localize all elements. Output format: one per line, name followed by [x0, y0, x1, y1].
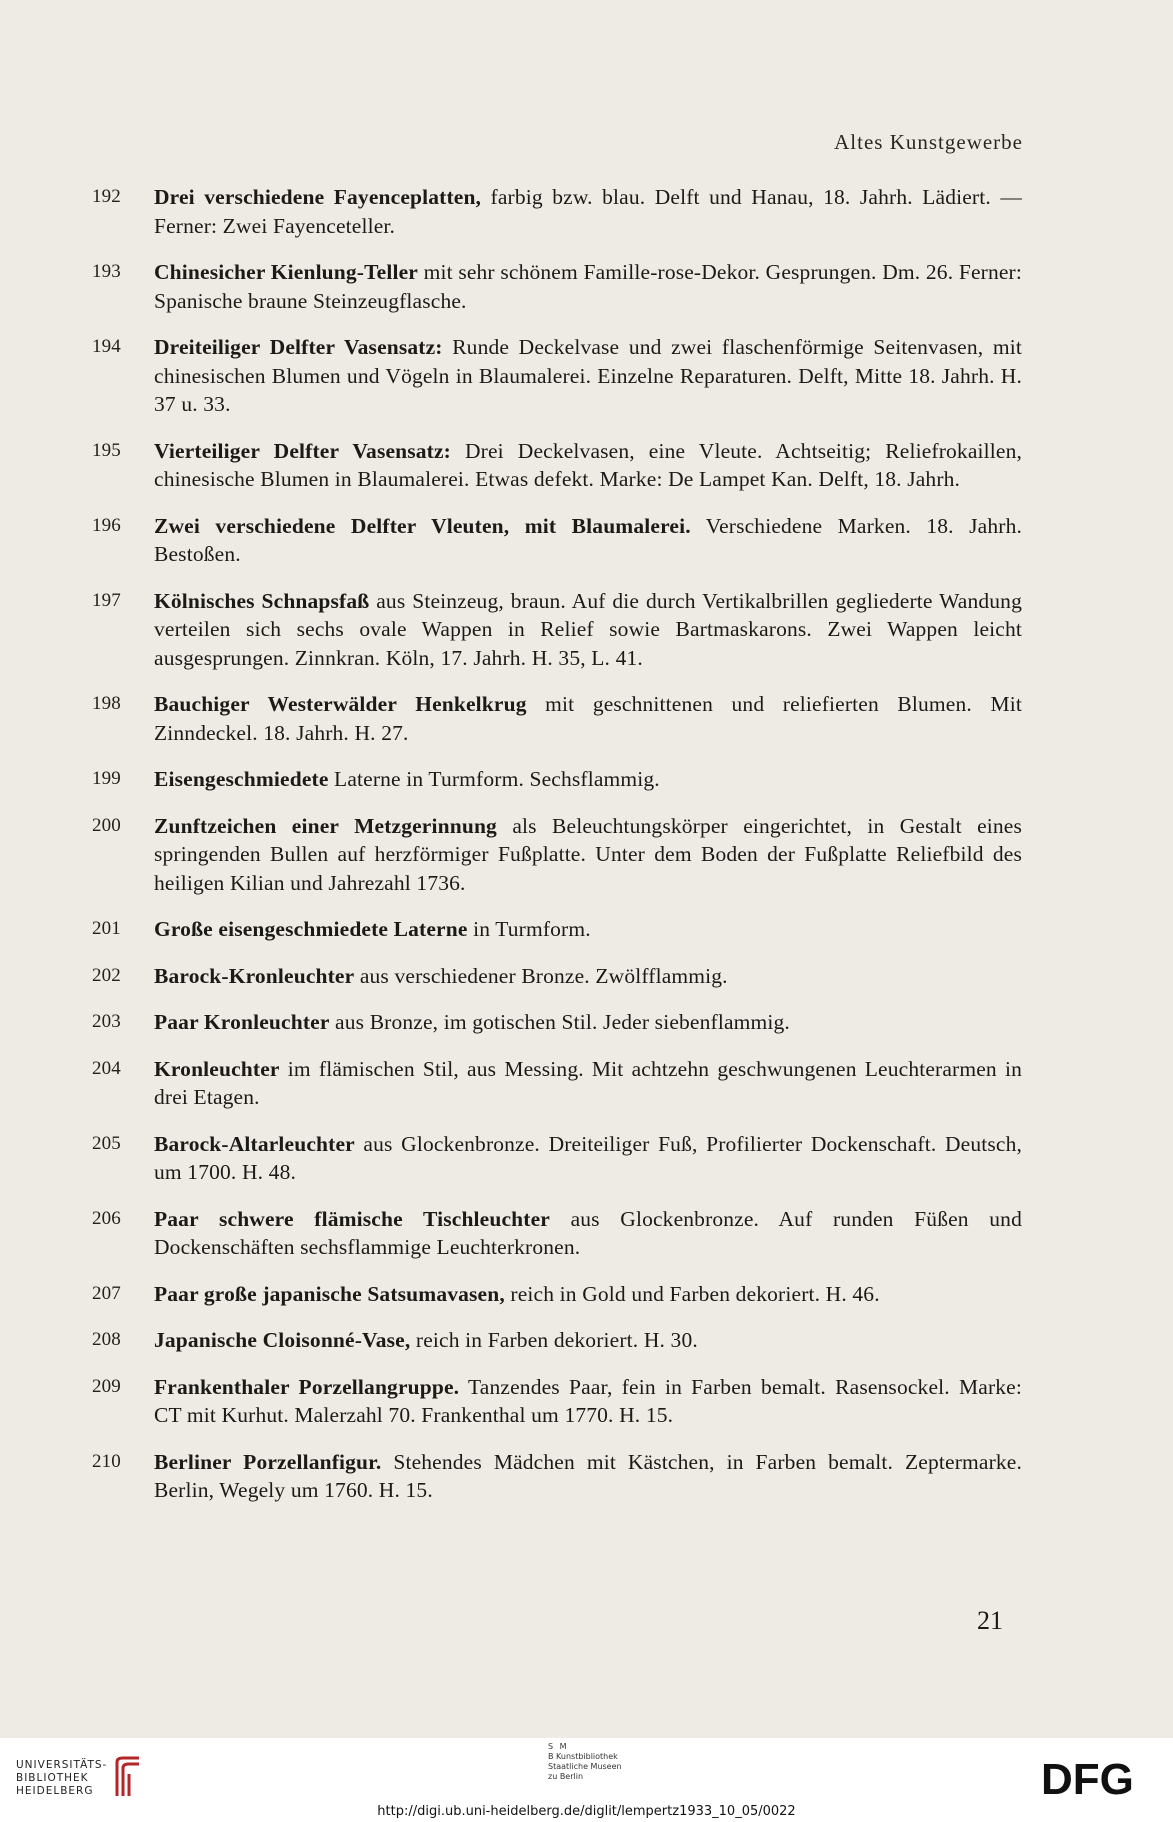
entry-text: Tanzendes Paar, fein in Farben bemalt. Rasensockel. Marke: CT mit Kurhut. Malerzahl 70. Frankenthal um 1770. H. 15.	[154, 1374, 1022, 1427]
catalog-entry	[92, 512, 1022, 569]
entry-text: Runde Deckelvase und zwei flaschenförmige Seitenvasen, mit chinesischen Blumen und Vögeln in Blaumalerei. Einzelne Reparaturen. Delft, Mitte 18. Jahrh. H. 37 u. 33.	[154, 335, 1022, 416]
university-library-name: UNIVERSITÄTS- BIBLIOTHEK HEIDELBERG	[16, 1758, 108, 1797]
entry-title: Zwei verschiedene Delfter Vleuten, mit Blaumalerei.	[154, 513, 691, 538]
entry-number: 198	[92, 693, 121, 714]
entry-title: Drei verschiedene Fayenceplatten,	[154, 185, 482, 209]
catalog-entry	[92, 183, 1022, 240]
catalog-entry	[92, 812, 1022, 898]
catalog-entry	[92, 1448, 1022, 1505]
entry-title: Bauchiger Westerwälder Henkelkrug	[154, 692, 527, 716]
kunstbibliothek-logo: S M B Kunstbibliothek Staatliche Museen zu Berlin	[548, 1742, 622, 1781]
entry-text: aus Steinzeug, braun. Auf die durch Vertikalbrillen gegliederte Wandung verteilen sich sechs ovale Wappen in Relief sowie Bartmaskarons. Zwei Wappen leicht ausgesprungen. Zinnkran. Köln, 17. Jahrh. H. 35, L. 41.	[154, 588, 1022, 670]
entry-text: aus verschiedener Bronze. Zwölfflammig.	[354, 963, 728, 988]
entry-title: Große eisengeschmiedete Laterne	[154, 917, 468, 941]
entry-text: Laterne in Turmform. Sechsflammig.	[328, 767, 660, 791]
catalog-entry	[92, 690, 1022, 747]
entry-title: Chinesicher Kienlung-Teller	[154, 260, 418, 284]
entry-title: Zunftzeichen einer Metzgerinnung	[154, 813, 497, 838]
catalog-entry	[92, 1280, 1022, 1309]
entry-text: Stehendes Mädchen mit Kästchen, in Farben bemalt. Zeptermarke. Berlin, Wegely um 1760. H. 15.	[154, 1449, 1022, 1502]
catalog-entry	[92, 1008, 1022, 1037]
catalog-entries	[92, 183, 1022, 1523]
entry-number: 194	[92, 336, 121, 357]
entry-title: Barock-Altarleuchter	[154, 1131, 355, 1156]
entry-title: Japanische Cloisonné-Vase,	[154, 1328, 411, 1352]
catalog-entry	[92, 765, 1022, 794]
dfg-logo[interactable]	[1041, 1756, 1151, 1800]
entry-number: 203	[92, 1011, 121, 1032]
entry-number: 195	[92, 439, 121, 461]
catalog-entry	[92, 258, 1022, 315]
library-emblem-icon	[113, 1756, 143, 1800]
entry-text: in Turmform.	[467, 917, 591, 941]
catalog-entry	[92, 1373, 1022, 1430]
entry-text: im flämischen Stil, aus Messing. Mit achtzehn geschwungenen Leuchterarmen in drei Etagen.	[154, 1056, 1022, 1109]
catalog-entry	[92, 1055, 1022, 1112]
entry-number: 192	[92, 186, 121, 207]
entry-text: mit geschnittenen und reliefierten Blumen. Mit Zinndeckel. 18. Jahrh. H. 27.	[154, 692, 1022, 745]
entry-title: Paar schwere flämische Tischleuchter	[154, 1206, 550, 1231]
entry-number: 207	[92, 1282, 121, 1304]
running-header: Altes Kunstgewerbe	[834, 130, 1023, 154]
entry-number: 196	[92, 514, 121, 536]
entry-text: mit sehr schönem Famille-rose-Dekor. Gesprungen. Dm. 26. Ferner: Spanische braune Steinzeugflasche.	[154, 260, 1022, 313]
entry-title: Eisengeschmiedete	[154, 767, 329, 791]
entry-number: 202	[92, 964, 121, 986]
entry-number: 206	[92, 1207, 121, 1229]
entry-number: 209	[92, 1375, 121, 1397]
entry-title: Kölnisches Schnapsfaß	[154, 588, 370, 613]
entry-title: Paar Kronleuchter	[154, 1010, 330, 1034]
entry-number: 199	[92, 768, 121, 789]
entry-title: Vierteiliger Delfter Vasensatz:	[154, 438, 451, 463]
entry-number: 201	[92, 918, 121, 939]
catalog-entry	[92, 587, 1022, 673]
entry-text: als Beleuchtungskörper eingerichtet, in Gestalt eines springenden Bullen auf herzförmiger Fußplatte. Unter dem Boden der Fußplatte Reliefbild des heiligen Kilian und Jahrezahl 1736.	[154, 813, 1022, 895]
entry-text: aus Glockenbronze. Auf runden Füßen und Dockenschäften sechsflammige Leuchterkronen.	[154, 1206, 1022, 1259]
entry-number: 205	[92, 1132, 121, 1154]
catalog-entry	[92, 962, 1022, 991]
entry-text: Verschiedene Marken. 18. Jahrh. Bestoßen.	[154, 513, 1022, 566]
entry-title: Paar große japanische Satsumavasen,	[154, 1281, 505, 1306]
entry-number: 200	[92, 814, 121, 836]
footer-bar	[0, 1738, 1173, 1822]
entry-text: Drei Deckelvasen, eine Vleute. Achtseitig; Reliefrokaillen, chinesische Blumen in Blaumalerei. Etwas defekt. Marke: De Lampet Kan. Delft, 18. Jahrh.	[154, 438, 1022, 491]
entry-title: Frankenthaler Porzellangruppe.	[154, 1374, 460, 1399]
entry-number: 210	[92, 1450, 121, 1472]
catalog-entry	[92, 437, 1022, 494]
catalog-entry	[92, 1130, 1022, 1187]
catalog-entry	[92, 333, 1022, 419]
dfg-logo-text: DFG	[1041, 1756, 1134, 1800]
entry-title: Barock-Kronleuchter	[154, 963, 355, 988]
entry-title: Dreiteiliger Delfter Vasensatz:	[154, 335, 443, 359]
entry-text: reich in Gold und Farben dekoriert. H. 46.	[504, 1281, 880, 1306]
entry-number: 197	[92, 589, 121, 611]
entry-text: aus Bronze, im gotischen Stil. Jeder siebenflammig.	[329, 1010, 790, 1034]
entry-title: Kronleuchter	[154, 1056, 280, 1081]
entry-text: farbig bzw. blau. Delft und Hanau, 18. Jahrh. Lädiert. — Ferner: Zwei Fayenceteller.	[154, 185, 1022, 238]
entry-number: 204	[92, 1057, 121, 1079]
catalog-entry	[92, 1205, 1022, 1262]
page-number: 21	[977, 1606, 1003, 1635]
catalog-entry	[92, 915, 1022, 944]
entry-number: 193	[92, 261, 121, 282]
source-url-link[interactable]: http://digi.ub.uni-heidelberg.de/diglit/lempertz1933_10_05/0022	[377, 1804, 796, 1819]
entry-number: 208	[92, 1329, 121, 1350]
university-library-logo[interactable]	[16, 1756, 143, 1800]
entry-title: Berliner Porzellanfigur.	[154, 1449, 382, 1474]
catalog-entry	[92, 1326, 1022, 1355]
entry-text: aus Glockenbronze. Dreiteiliger Fuß, Profilierter Dockenschaft. Deutsch, um 1700. H. 48.	[154, 1131, 1022, 1184]
entry-text: reich in Farben dekoriert. H. 30.	[410, 1328, 698, 1352]
